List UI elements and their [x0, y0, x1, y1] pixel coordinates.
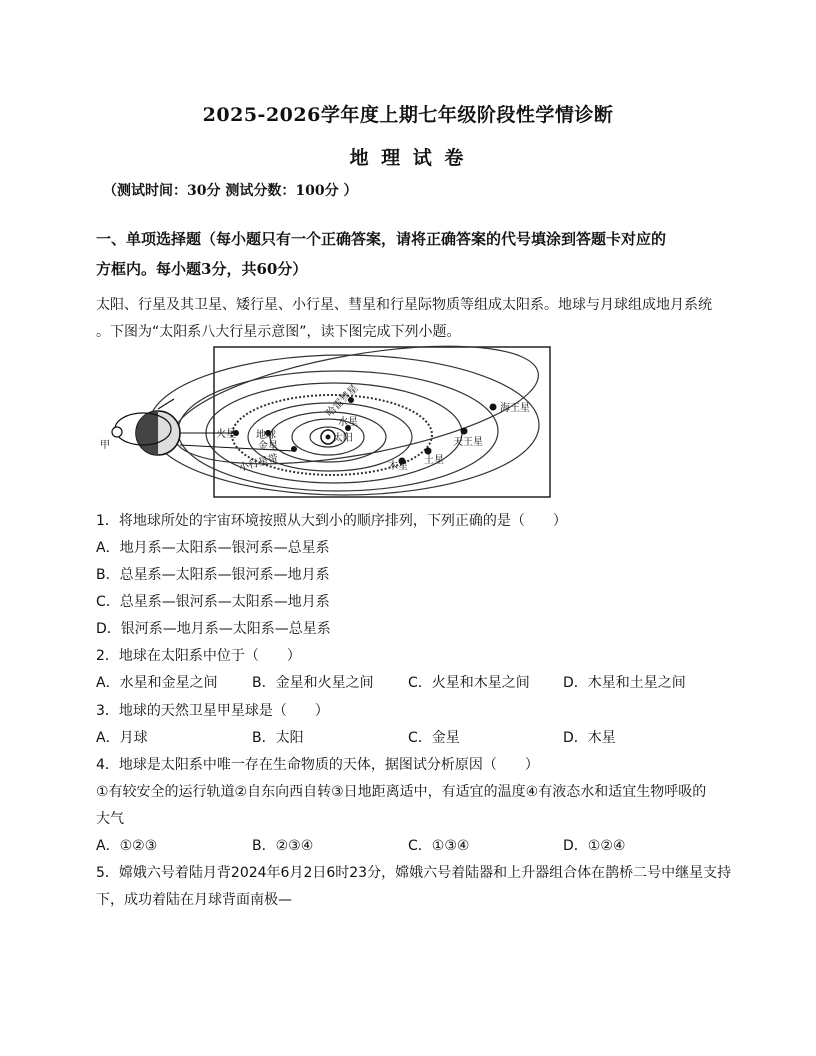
question-5-stem-line1: 5．嫦娥六号着陆月背2024年6月2日6时23分，嫦娥六号着陆器和上升器组合体在鹊桥二号中继星支持: [96, 865, 732, 881]
label-sun: 太阳: [333, 433, 353, 444]
question-2-option-c: C．火星和木星之间: [408, 675, 530, 691]
question-2-option-b: B．金星和火星之间: [252, 675, 374, 691]
question-4-option-d: D．①②④: [563, 838, 626, 854]
question-1-option-c: C．总星系—银河系—太阳系—地月系: [96, 594, 330, 610]
question-2-option-d: D．木星和土星之间: [563, 675, 686, 691]
label-jupiter: 木星: [388, 461, 408, 472]
question-4-option-a: A．①②③: [96, 838, 158, 854]
section-heading-line1: 一、单项选择题（每小题只有一个正确答案，请将正确答案的代号填涂到答题卡对应的: [96, 230, 667, 248]
intro-line2: 。下图为“太阳系八大行星示意图”，读下图完成下列小题。: [96, 324, 461, 340]
intro-line1: 太阳、行星及其卫星、矮行星、小行星、彗星和行星际物质等组成太阳系。地球与月球组成地月系统: [96, 297, 712, 313]
question-4-option-b: B．②③④: [252, 838, 314, 854]
label-neptune: 海王星: [500, 403, 530, 414]
label-saturn: 土星: [424, 455, 444, 466]
question-2-stem: 2．地球在太阳系中位于（ ）: [96, 648, 301, 664]
question-2-option-a: A．水星和金星之间: [96, 675, 218, 691]
label-jia: 甲: [100, 440, 110, 451]
question-4-stem: 4．地球是太阳系中唯一存在生命物质的天体，据图试分析原因（ ）: [96, 757, 539, 773]
label-mercury: 水星: [338, 417, 358, 428]
exam-title: 2025-2026学年度上期七年级阶段性学情诊断: [202, 104, 614, 126]
question-1-option-a: A．地月系—太阳系—银河系—总星系: [96, 540, 330, 556]
label-comet: 哈雷彗星: [324, 383, 361, 420]
question-4-option-c: C．①③④: [408, 838, 470, 854]
label-venus: 金星: [258, 441, 278, 452]
neptune-icon: [490, 404, 497, 411]
section-heading-line2: 方框内。每小题3分，共60分）: [96, 260, 308, 278]
solar-system-diagram: [98, 345, 553, 500]
question-4-detail-line1: ①有较安全的运行轨道②自东向西自转③日地距离适中，有适宜的温度④有液态水和适宜生物呼吸的: [96, 784, 707, 800]
question-3-option-c: C．金星: [408, 730, 460, 746]
question-3-option-b: B．太阳: [252, 730, 304, 746]
question-1-option-d: D．银河系—地月系—太阳系—总星系: [96, 621, 331, 637]
question-1-option-b: B．总星系—太阳系—银河系—地月系: [96, 567, 330, 583]
solar-system-figure: [98, 345, 553, 500]
moon-icon: [112, 427, 122, 437]
uranus-icon: [461, 428, 468, 435]
question-3-option-d: D．木星: [563, 730, 616, 746]
exam-info: （测试时间：30分 测试分数：100分 ）: [103, 183, 358, 199]
exam-subtitle: 地 理 试 卷: [349, 147, 467, 169]
saturn-icon: [425, 448, 432, 455]
question-3-stem: 3．地球的天然卫星甲星球是（ ）: [96, 703, 329, 719]
label-mars: 火星: [216, 429, 236, 440]
label-asteroid-belt: 小行星带: [237, 452, 280, 474]
label-earth: 地球: [256, 430, 276, 441]
question-4-detail-line2: 大气: [96, 811, 124, 827]
question-3-option-a: A．月球: [96, 730, 148, 746]
label-uranus: 天王星: [453, 437, 483, 448]
question-5-stem-line2: 下，成功着陆在月球背面南极—: [96, 892, 292, 908]
question-1-stem: 1．将地球所处的宇宙环境按照从大到小的顺序排列，下列正确的是（ ）: [96, 513, 567, 529]
